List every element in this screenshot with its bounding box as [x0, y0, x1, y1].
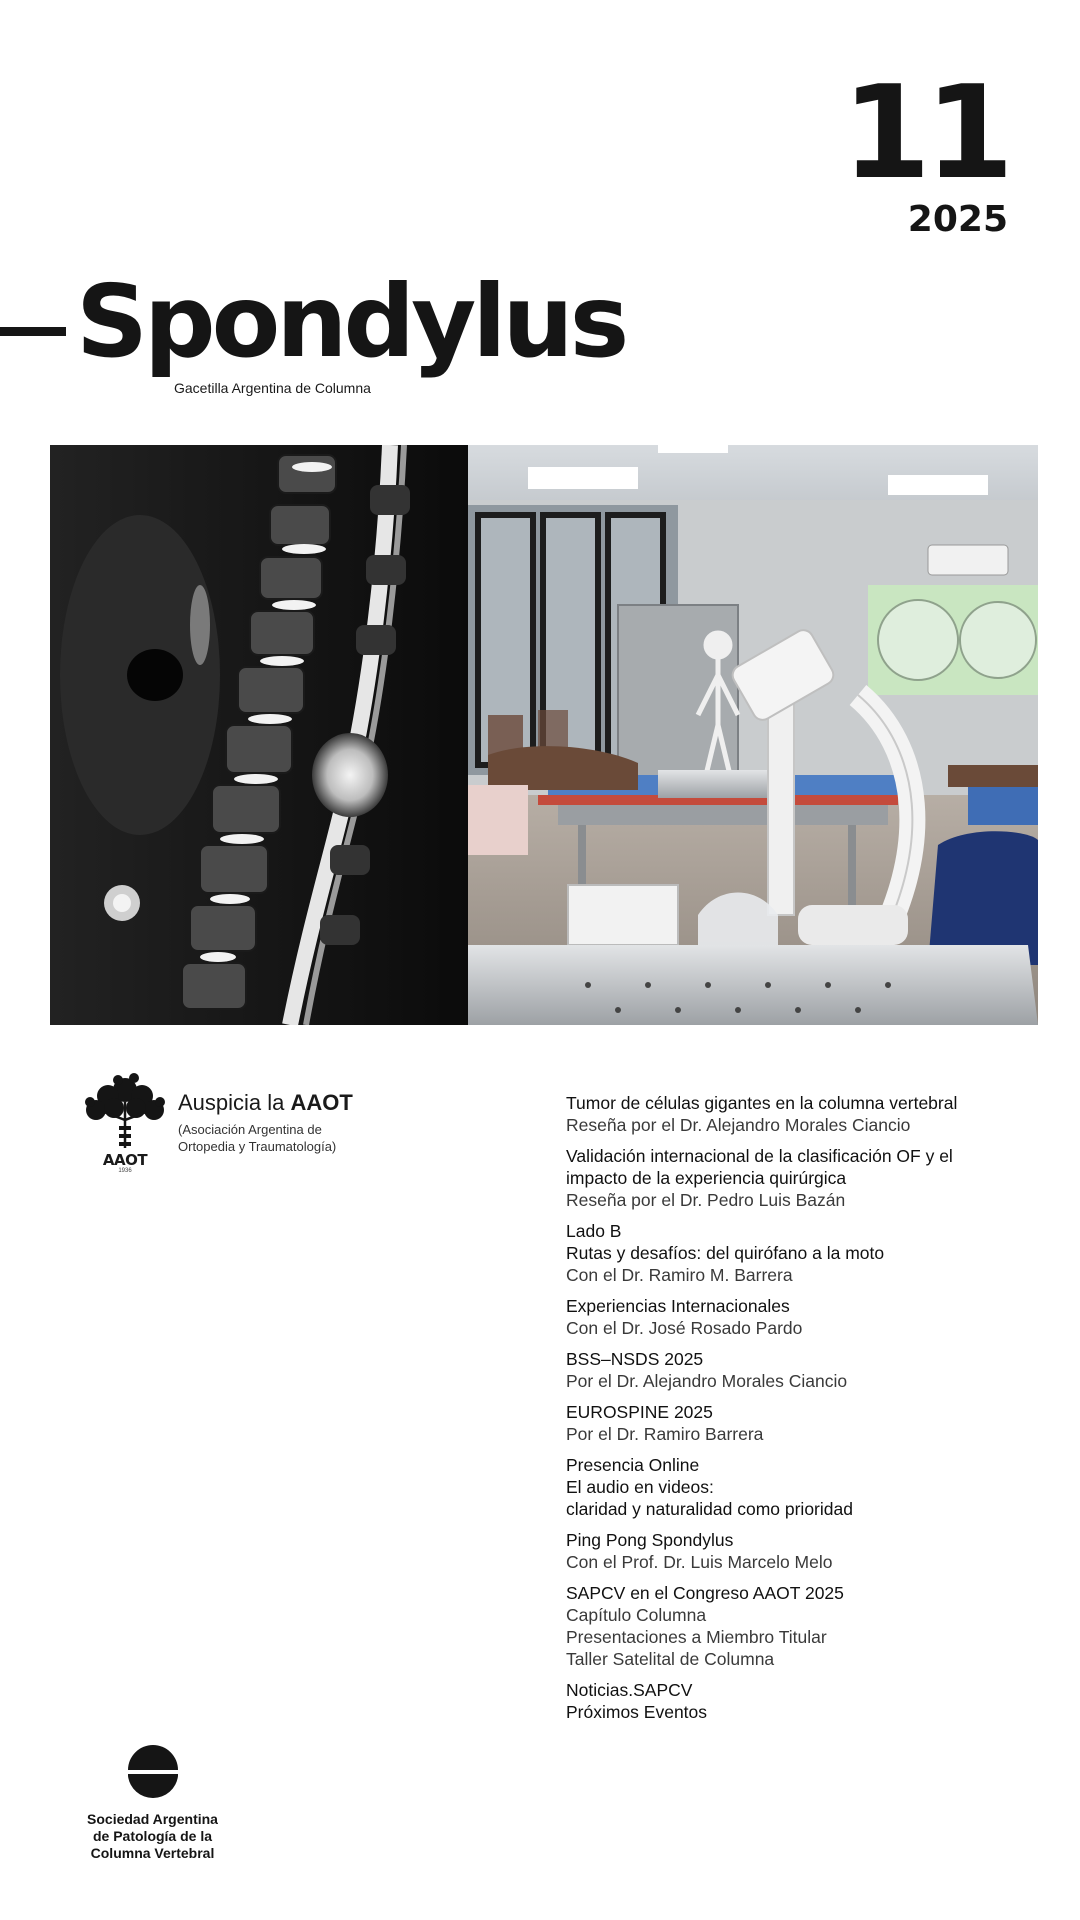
- toc-title: SAPCV en el Congreso AAOT 2025: [566, 1583, 844, 1603]
- toc-title: BSS–NSDS 2025: [566, 1349, 704, 1369]
- toc-item: [566, 1454, 1026, 1520]
- toc-subtitle: Presentaciones a Miembro Titular: [566, 1627, 827, 1647]
- table-of-contents: [566, 1092, 1026, 1732]
- toc-item: [566, 1220, 1026, 1286]
- toc-item: [566, 1145, 1026, 1211]
- patron-text: [178, 1072, 353, 1174]
- toc-title: Ping Pong Spondylus: [566, 1530, 734, 1550]
- patron-heading: [178, 1090, 353, 1116]
- aaot-logo: [80, 1072, 170, 1174]
- brand-title: Spondylus: [76, 263, 626, 380]
- brand-subtitle: Gacetilla Argentina de Columna: [174, 380, 371, 396]
- toc-title: Lado B: [566, 1221, 622, 1241]
- cover-images: [50, 445, 1038, 1025]
- toc-item: [566, 1092, 1026, 1136]
- half-circle-logo-icon: [124, 1740, 182, 1798]
- toc-title: Experiencias Internacionales: [566, 1296, 790, 1316]
- toc-title: Rutas y desafíos: del quirófano a la moto: [566, 1243, 885, 1263]
- toc-item: [566, 1529, 1026, 1573]
- toc-subtitle: Por el Dr. Ramiro Barrera: [566, 1424, 764, 1444]
- toc-item: [566, 1348, 1026, 1392]
- mri-spine-image: [50, 445, 468, 1025]
- toc-subtitle: Taller Satelital de Columna: [566, 1649, 775, 1669]
- toc-title: Validación internacional de la clasificación OF y el: [566, 1146, 953, 1166]
- patron-heading-prefix: Auspicia la: [178, 1090, 291, 1115]
- toc-title: EUROSPINE 2025: [566, 1402, 713, 1422]
- toc-subtitle: Con el Prof. Dr. Luis Marcelo Melo: [566, 1552, 833, 1572]
- toc-title: Tumor de células gigantes en la columna vertebral: [566, 1093, 958, 1113]
- issue-year: 2025: [907, 199, 1008, 240]
- toc-subtitle: Capítulo Columna: [566, 1605, 707, 1625]
- patron-heading-bold: AAOT: [290, 1090, 353, 1115]
- surgical-lab-illustration: [468, 445, 1038, 1025]
- toc-title: El audio en videos:: [566, 1477, 714, 1497]
- society-name-line: Sociedad Argentina: [87, 1811, 218, 1827]
- patron-note: [178, 1121, 353, 1155]
- toc-subtitle: Con el Dr. José Rosado Pardo: [566, 1318, 803, 1338]
- surgical-lab-image: [468, 445, 1038, 1025]
- toc-title: Presencia Online: [566, 1455, 700, 1475]
- issue-number: 11: [841, 59, 1008, 208]
- patron-note-line: Ortopedia y Traumatología): [178, 1139, 337, 1154]
- aaot-logo-caption: AAOT: [102, 1151, 148, 1169]
- toc-title: Próximos Eventos: [566, 1702, 708, 1722]
- society-name-line: de Patología de la: [92, 1828, 213, 1844]
- toc-title: impacto de la experiencia quirúrgica: [566, 1168, 847, 1188]
- toc-item: [566, 1295, 1026, 1339]
- toc-subtitle: Por el Dr. Alejandro Morales Ciancio: [566, 1371, 848, 1391]
- toc-title: Noticias.SAPCV: [566, 1680, 693, 1700]
- toc-item: [566, 1401, 1026, 1445]
- toc-subtitle: Con el Dr. Ramiro M. Barrera: [566, 1265, 793, 1285]
- patron-block: [80, 1072, 353, 1174]
- society-name-line: Columna Vertebral: [90, 1845, 215, 1861]
- society-block: [70, 1740, 235, 1862]
- toc-subtitle: Reseña por el Dr. Alejandro Morales Ciancio: [566, 1115, 911, 1135]
- patron-note-line: (Asociación Argentina de: [178, 1122, 322, 1137]
- society-name: [70, 1811, 235, 1862]
- aaot-logo-year: 1936: [118, 1168, 132, 1174]
- toc-item: [566, 1582, 1026, 1670]
- issue-block: [841, 59, 1008, 240]
- brand-dash: [0, 327, 66, 336]
- toc-subtitle: Reseña por el Dr. Pedro Luis Bazán: [566, 1190, 846, 1210]
- toc-title: claridad y naturalidad como prioridad: [566, 1499, 853, 1519]
- toc-item: [566, 1679, 1026, 1723]
- mri-spine-illustration: [50, 445, 468, 1025]
- tree-logo-icon: [80, 1072, 170, 1150]
